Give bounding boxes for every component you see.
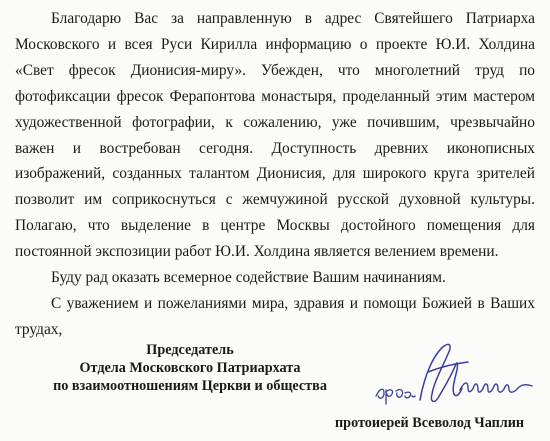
handwritten-signature (372, 338, 542, 410)
letter-paragraph-closing: С уважением и пожеланиями мира, здравия и помощи Божией в Ваших трудах, (15, 294, 535, 338)
letter-paragraph-main: Благодарю Вас за направленную в адрес Святейшего Патриарха Московского и всея Руси Кирилла информацию о проекте Ю.И. Холдина «Свет фресок Дионисия-миру». Убежден, что многолетний труд по фотофиксации фресок Ферапонтова монастыря, проделанный этим мастером художественной фотографии, к сожалению, уже почившим, чрезвычайно важен и востребован сегодня. Доступность древних иконописных изображений, созданных талантом Дионисия, для широкого круга зрителей позволит им соприкоснуться с жемчужиной русской духовной культуры. Полагаю, что выделение в центре Москвы достойного помещения для постоянной экспозиции работ Ю.И. Холдина является велением времени. (15, 10, 535, 261)
letter-body (15, 6, 535, 343)
signer-name: протоиерей Всеволод Чаплин (335, 415, 525, 431)
signatory-title-block (40, 341, 340, 395)
signatory-title-line-2: Отдела Московского Патриархата (79, 360, 301, 376)
signatory-title-line-1: Председатель (146, 342, 234, 358)
signatory-title-line-3: по взаимоотношениям Церкви и общества (53, 378, 327, 394)
letter-paragraph-support: Буду рад оказать всемерное содействие Вашим начинаниям. (51, 269, 446, 287)
